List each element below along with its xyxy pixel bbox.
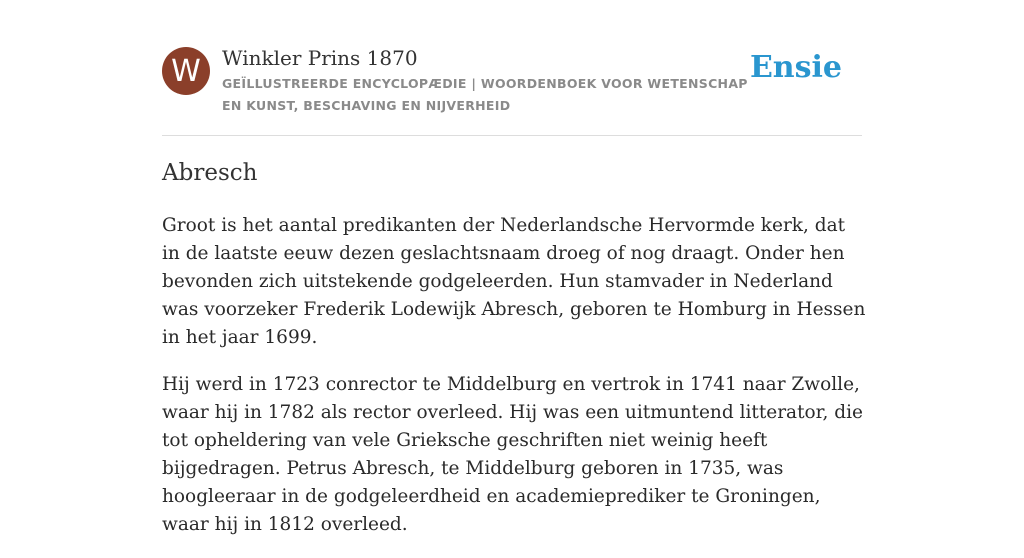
ensie-logo[interactable]: Ensie xyxy=(749,50,842,85)
source-title[interactable]: Winkler Prins 1870 xyxy=(222,46,418,70)
source-avatar[interactable]: W xyxy=(162,47,210,95)
entry-paragraph: Hij werd in 1723 conrector te Middelburg en vertrok in 1741 naar Zwolle, waar hij in 1782 als rector overleed. Hij was een uitmuntend litterator, die tot opheldering van vele Grieksche geschriften niet weinig heeft bijgedragen. Petrus Abresch, te Middelburg geboren in 1735, was hoogleeraar in de godgeleerdheid en academieprediker te Groningen, waar hij in 1812 overleed. xyxy=(162,374,863,535)
source-header xyxy=(162,44,862,116)
entry-paragraph: Groot is het aantal predikanten der Nederlandsche Hervormde kerk, dat in de laatste eeuw dezen geslachtsnaam droeg of nog draagt. Onder hen bevonden zich uitstekende godgeleerden. Hun stamvader in Nederland was voorzeker Frederik Lodewijk Abresch, geboren te Homburg in Hessen in het jaar 1699. xyxy=(162,215,866,348)
header-divider xyxy=(162,135,862,136)
entry-title: Abresch xyxy=(162,160,258,186)
entry-content xyxy=(162,212,866,558)
source-subtitle: GEÏLLUSTREERDE ENCYCLOPÆDIE | WOORDENBOEK VOOR WETENSCHAP EN KUNST, BESCHAVING EN NIJVERHEID xyxy=(222,76,748,113)
